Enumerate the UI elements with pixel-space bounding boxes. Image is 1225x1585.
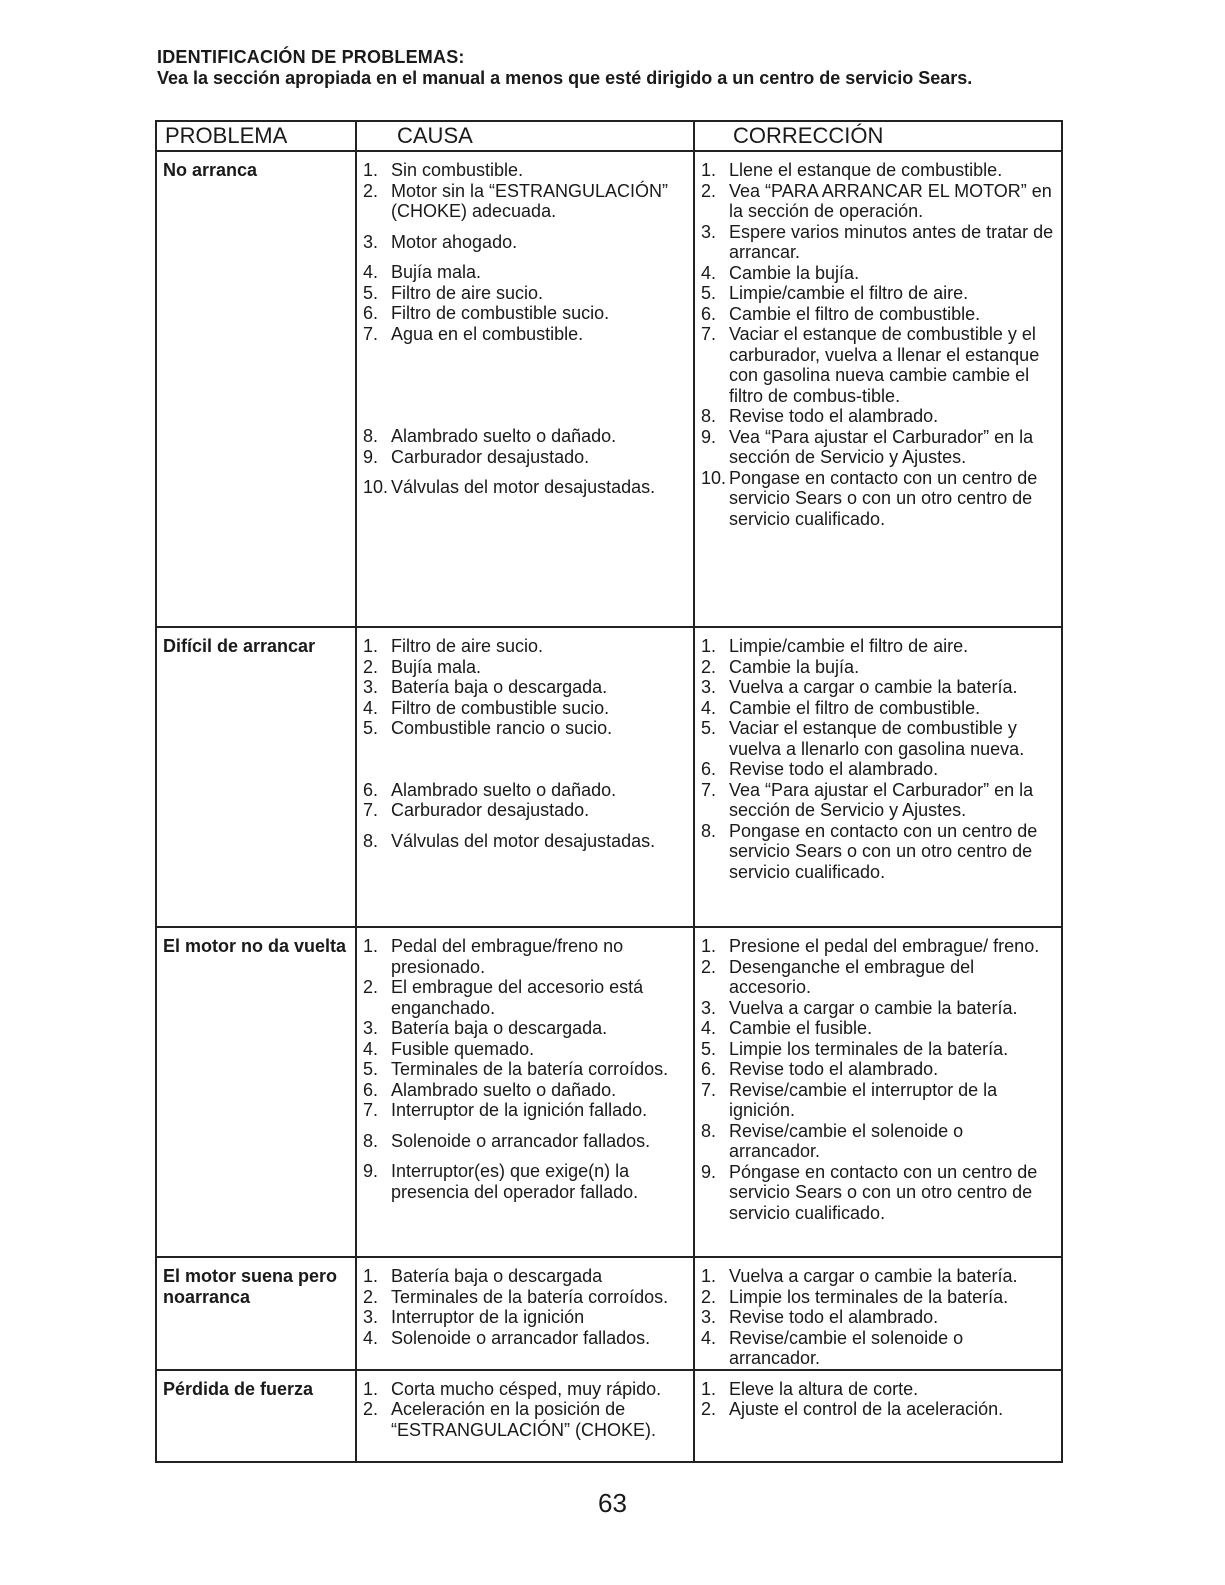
item-text: Limpie los terminales de la batería. [729, 1286, 1009, 1307]
cause-item [363, 1080, 689, 1101]
item-number: 3. [363, 1018, 379, 1038]
item-number: 6. [701, 759, 717, 779]
item-text: Cambie el filtro de combustible. [729, 303, 981, 324]
item-number: 8. [363, 426, 379, 446]
item-text: Cambie la bujía. [729, 656, 860, 677]
item-text: Limpie/cambie el filtro de aire. [729, 283, 969, 303]
correction-item [701, 677, 1057, 698]
item-text: Válvulas del motor desajustadas. [391, 477, 656, 497]
item-number: 4. [363, 1327, 379, 1348]
item-text: Pongase en contacto con un centro de servicio Sears o con un otro centro de servicio cualificado. [729, 820, 1038, 882]
cause-item [363, 1266, 689, 1287]
item-number: 4. [363, 262, 379, 282]
item-text: Revise/cambie el solenoide o arrancador. [729, 1327, 964, 1368]
cause-item [363, 426, 689, 447]
item-number: 3. [363, 677, 379, 697]
item-text: Revise todo el alambrado. [729, 406, 939, 426]
item-number: 6. [701, 303, 717, 324]
cause-item [363, 1287, 689, 1308]
item-number: 4. [701, 1327, 717, 1348]
item-text: Interruptor de la ignición [391, 1307, 585, 1327]
correction-item [701, 936, 1057, 957]
cause-item [363, 636, 689, 657]
column-header-problem: PROBLEMA [156, 121, 356, 151]
correction-cell [694, 151, 1062, 627]
cause-item [363, 283, 689, 304]
correction-item [701, 1307, 1057, 1328]
item-number: 1. [701, 936, 717, 956]
spacer [363, 1121, 689, 1131]
cause-item [363, 936, 689, 977]
page-title: IDENTIFICACIÓN DE PROBLEMAS: [157, 47, 465, 67]
item-text: Bujía mala. [391, 656, 482, 677]
item-text: Terminales de la batería corroídos. [391, 1286, 669, 1307]
page-subtitle: Vea la sección apropiada en el manual a menos que esté dirigido a un centro de servicio Sears. [157, 68, 973, 88]
item-text: Batería baja o descargada. [391, 677, 608, 697]
table-body [156, 151, 1062, 1462]
cause-item [363, 831, 689, 852]
cause-item [363, 324, 689, 345]
item-number: 2. [363, 180, 379, 201]
item-text: Revise todo el alambrado. [729, 1059, 939, 1079]
item-number: 1. [363, 1378, 379, 1399]
item-number: 4. [701, 697, 717, 718]
correction-item [701, 222, 1057, 263]
correction-item [701, 718, 1057, 759]
item-number: 9. [701, 1161, 717, 1182]
problem-cell: El motor no da vuelta [156, 927, 356, 1257]
item-number: 10. [363, 477, 389, 497]
item-number: 3. [701, 677, 717, 697]
item-number: 2. [363, 977, 379, 997]
item-text: Vuelva a cargar o cambie la batería. [729, 1266, 1018, 1286]
item-number: 2. [363, 1286, 379, 1307]
cause-item [363, 1039, 689, 1060]
item-number: 7. [701, 1079, 717, 1100]
item-number: 9. [701, 426, 717, 447]
item-number: 2. [701, 1286, 717, 1307]
correction-item [701, 698, 1057, 719]
correction-item [701, 636, 1057, 657]
item-number: 4. [363, 697, 379, 718]
cause-cell [356, 1370, 694, 1462]
cause-item [363, 1328, 689, 1349]
item-text: Agua en el combustible. [391, 323, 584, 344]
problem-cell: Difícil de arrancar [156, 627, 356, 927]
spacer [363, 344, 689, 426]
item-text: Ajuste el control de la aceleración. [729, 1399, 1004, 1419]
item-number: 1. [701, 160, 717, 180]
item-number: 8. [701, 1120, 717, 1141]
item-text: Revise todo el alambrado. [729, 1307, 939, 1327]
correction-item [701, 957, 1057, 998]
cause-item [363, 1307, 689, 1328]
item-text: Solenoide o arrancador fallados. [391, 1327, 651, 1348]
correction-item [701, 1039, 1057, 1060]
item-number: 5. [363, 1059, 379, 1079]
item-text: Póngase en contacto con un centro de servicio Sears o con un otro centro de servicio cualificado. [729, 1161, 1038, 1223]
item-number: 2. [701, 180, 717, 201]
item-number: 7. [363, 323, 379, 344]
item-text: Aceleración en la posición de “ESTRANGULACIÓN” (CHOKE). [391, 1399, 657, 1440]
item-text: Limpie los terminales de la batería. [729, 1038, 1009, 1059]
correction-item [701, 998, 1057, 1019]
item-text: Filtro de combustible sucio. [391, 697, 610, 718]
item-text: Filtro de aire sucio. [391, 636, 544, 656]
problem-cell: No arranca [156, 151, 356, 627]
item-number: 5. [701, 718, 717, 738]
item-text: Llene el estanque de combustible. [729, 160, 1003, 180]
item-number: 9. [363, 446, 379, 467]
correction-item [701, 283, 1057, 304]
item-text: Eleve la altura de corte. [729, 1378, 919, 1399]
item-number: 2. [363, 656, 379, 677]
cause-item [363, 232, 689, 253]
correction-cell [694, 627, 1062, 927]
item-number: 7. [701, 324, 717, 344]
item-text: El embrague del accesorio está enganchado. [391, 977, 644, 1018]
item-number: 8. [363, 1130, 379, 1151]
problem-cell: Pérdida de fuerza [156, 1370, 356, 1462]
cause-item [363, 477, 689, 498]
cause-item [363, 1059, 689, 1080]
item-text: Alambrado suelto o dañado. [391, 1079, 617, 1100]
item-number: 3. [363, 231, 379, 252]
cause-cell [356, 627, 694, 927]
correction-cell [694, 927, 1062, 1257]
item-text: Pongase en contacto con un centro de servicio Sears o con un otro centro de servicio cualificado. [729, 467, 1038, 529]
item-text: Motor ahogado. [391, 231, 518, 252]
item-number: 1. [363, 1266, 379, 1286]
item-number: 1. [701, 1378, 717, 1399]
item-number: 3. [363, 1307, 379, 1327]
item-text: Solenoide o arrancador fallados. [391, 1130, 651, 1151]
item-text: Alambrado suelto o dañado. [391, 426, 617, 446]
correction-item [701, 1399, 1057, 1420]
item-number: 3. [701, 221, 717, 242]
item-text: Combustible rancio o sucio. [391, 718, 613, 738]
cause-item [363, 677, 689, 698]
item-number: 2. [701, 956, 717, 977]
item-text: Vaciar el estanque de combustible y vuelva a llenarlo con gasolina nueva. [729, 718, 1025, 759]
spacer [363, 222, 689, 232]
item-text: Interruptor de la ignición fallado. [391, 1100, 648, 1120]
cause-item [363, 1131, 689, 1152]
item-number: 2. [363, 1399, 379, 1419]
item-text: Vea “Para ajustar el Carburador” en la sección de Servicio y Ajustes. [729, 779, 1034, 820]
item-number: 6. [363, 303, 379, 323]
cause-cell [356, 927, 694, 1257]
correction-item [701, 1287, 1057, 1308]
item-number: 1. [363, 936, 379, 956]
item-text: Limpie/cambie el filtro de aire. [729, 636, 969, 656]
table-header-row [156, 121, 1062, 151]
correction-item [701, 160, 1057, 181]
item-number: 5. [363, 718, 379, 738]
cause-item [363, 977, 689, 1018]
item-text: Batería baja o descargada. [391, 1018, 608, 1038]
item-number: 6. [363, 779, 379, 800]
item-text: Revise/cambie el interruptor de la ignición. [729, 1079, 998, 1120]
table-row [156, 927, 1062, 1257]
page-number: 63 [598, 1488, 627, 1518]
item-text: Pedal del embrague/freno no presionado. [391, 936, 624, 977]
item-number: 10. [701, 467, 727, 488]
table-row [156, 151, 1062, 627]
item-number: 1. [363, 636, 379, 656]
page-header [157, 46, 1057, 89]
item-text: Espere varios minutos antes de tratar de arrancar. [729, 221, 1054, 262]
troubleshooting-table [155, 120, 1063, 1463]
item-number: 7. [363, 800, 379, 820]
item-number: 4. [363, 1038, 379, 1059]
item-text: Vea “PARA ARRANCAR EL MOTOR” en la sección de operación. [729, 180, 1052, 221]
correction-item [701, 1162, 1057, 1224]
item-number: 1. [701, 636, 717, 656]
cause-item [363, 1100, 689, 1121]
cause-item [363, 1018, 689, 1039]
item-text: Revise todo el alambrado. [729, 759, 939, 779]
spacer [363, 739, 689, 780]
cause-item [363, 303, 689, 324]
item-text: Interruptor(es) que exige(n) la presencia del operador fallado. [391, 1161, 639, 1202]
item-number: 6. [701, 1059, 717, 1079]
cause-item [363, 698, 689, 719]
item-number: 4. [701, 1018, 717, 1038]
item-text: Terminales de la batería corroídos. [391, 1059, 669, 1079]
item-number: 7. [701, 779, 717, 800]
correction-item [701, 181, 1057, 222]
cause-item [363, 447, 689, 468]
item-text: Desenganche el embrague del accesorio. [729, 956, 975, 997]
item-number: 1. [701, 1266, 717, 1286]
item-number: 5. [701, 283, 717, 303]
cause-cell [356, 151, 694, 627]
column-header-cause: CAUSA [356, 121, 694, 151]
item-number: 8. [701, 406, 717, 426]
correction-item [701, 1018, 1057, 1039]
correction-item [701, 304, 1057, 325]
item-text: Batería baja o descargada [391, 1266, 603, 1286]
cause-item [363, 780, 689, 801]
cause-item [363, 181, 689, 222]
item-number: 3. [701, 997, 717, 1018]
item-text: Presione el pedal del embrague/ freno. [729, 936, 1040, 956]
item-text: Filtro de combustible sucio. [391, 303, 610, 323]
item-text: Cambie el fusible. [729, 1018, 873, 1038]
correction-item [701, 1059, 1057, 1080]
item-number: 4. [701, 262, 717, 283]
cause-item [363, 800, 689, 821]
correction-item [701, 468, 1057, 530]
correction-item [701, 1266, 1057, 1287]
cause-item [363, 160, 689, 181]
correction-cell [694, 1257, 1062, 1370]
correction-cell [694, 1370, 1062, 1462]
cause-item [363, 1399, 689, 1440]
correction-item [701, 324, 1057, 406]
item-text: Filtro de aire sucio. [391, 282, 544, 303]
cause-item [363, 1379, 689, 1400]
item-text: Cambie el filtro de combustible. [729, 697, 981, 718]
correction-item [701, 821, 1057, 883]
correction-item [701, 780, 1057, 821]
item-text: Vea “Para ajustar el Carburador” en la sección de Servicio y Ajustes. [729, 426, 1034, 467]
item-number: 8. [701, 820, 717, 841]
item-text: Corta mucho césped, muy rápido. [391, 1378, 662, 1399]
item-number: 5. [701, 1038, 717, 1059]
item-text: Bujía mala. [391, 262, 482, 282]
item-number: 1. [363, 160, 379, 180]
cause-item [363, 718, 689, 739]
item-text: Sin combustible. [391, 160, 524, 180]
table-row [156, 627, 1062, 927]
item-text: Vaciar el estanque de combustible y el carburador, vuelva a llenar el estanque con gasolina nueva cambie cambie el filtro de combus-tible. [729, 324, 1040, 406]
correction-item [701, 657, 1057, 678]
cause-item [363, 262, 689, 283]
item-text: Vuelva a cargar o cambie la batería. [729, 677, 1018, 697]
correction-item [701, 406, 1057, 427]
correction-item [701, 1328, 1057, 1369]
item-text: Vuelva a cargar o cambie la batería. [729, 997, 1018, 1018]
problem-cell: El motor suena pero noarranca [156, 1257, 356, 1370]
column-header-correction: CORRECCIÓN [694, 121, 1062, 151]
item-text: Fusible quemado. [391, 1038, 535, 1059]
item-number: 9. [363, 1161, 379, 1181]
cause-item [363, 657, 689, 678]
item-text: Cambie la bujía. [729, 262, 860, 283]
correction-item [701, 759, 1057, 780]
item-text: Carburador desajustado. [391, 446, 590, 467]
item-number: 5. [363, 282, 379, 303]
item-text: Válvulas del motor desajustadas. [391, 830, 656, 851]
correction-item [701, 1121, 1057, 1162]
item-number: 8. [363, 830, 379, 851]
correction-item [701, 427, 1057, 468]
spacer [363, 252, 689, 262]
correction-item [701, 1379, 1057, 1400]
item-text: Alambrado suelto o dañado. [391, 779, 617, 800]
cause-cell [356, 1257, 694, 1370]
correction-item [701, 1080, 1057, 1121]
item-text: Revise/cambie el solenoide o arrancador. [729, 1120, 964, 1161]
item-number: 2. [701, 1399, 717, 1419]
table-row [156, 1370, 1062, 1462]
item-text: Carburador desajustado. [391, 800, 590, 820]
item-text: Motor sin la “ESTRANGULACIÓN” (CHOKE) adecuada. [391, 180, 669, 221]
spacer [363, 1151, 689, 1161]
item-number: 7. [363, 1100, 379, 1120]
cause-item [363, 1161, 689, 1202]
item-number: 6. [363, 1079, 379, 1100]
item-number: 2. [701, 656, 717, 677]
spacer [363, 467, 689, 477]
table-row [156, 1257, 1062, 1370]
item-number: 3. [701, 1307, 717, 1327]
spacer [363, 821, 689, 831]
correction-item [701, 263, 1057, 284]
